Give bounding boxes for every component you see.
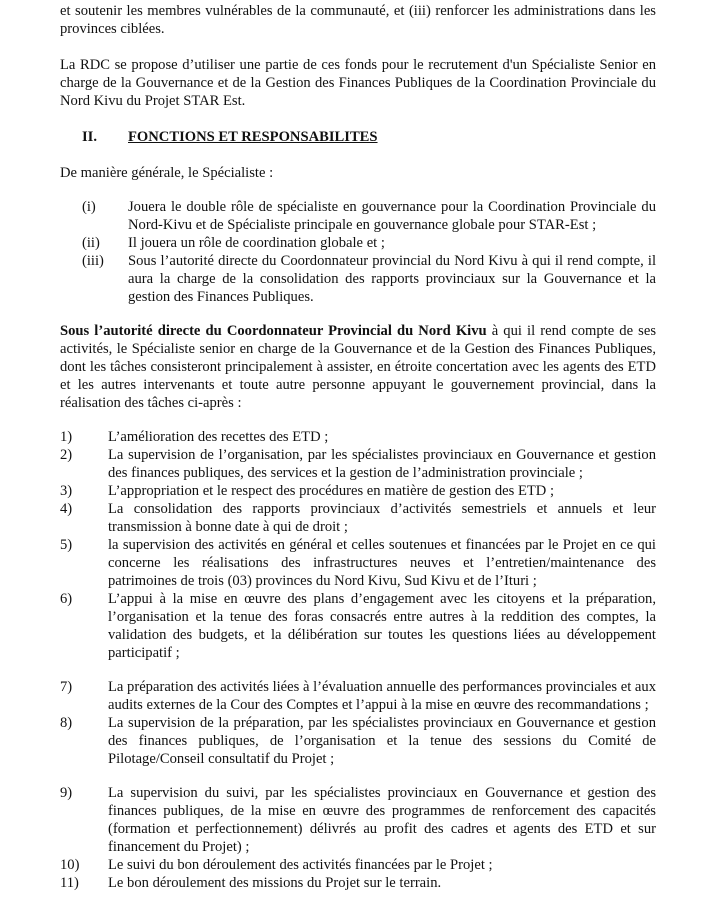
list-item-text: L’amélioration des recettes des ETD ; — [108, 429, 329, 445]
list-item-text: la supervision des activités en général et celles soutenues et financées par le Projet en ce qui concerne les réalisations des infrastructures neuves et l’entretien/maintenance des patrimoines de trois (03) provinces du Nord Kivu, Sud Kivu et de l’Ituri ; — [108, 537, 656, 589]
list-item-text: Jouera le double rôle de spécialiste en gouvernance pour la Coordination Provinciale du Nord-Kivu et de Spécialiste principale en gouvernance globale pour STAR-Est ; — [128, 199, 656, 233]
roman-list — [60, 198, 656, 306]
list-marker: (i) — [82, 199, 96, 215]
list-item-text: L’appropriation et le respect des procédures en matière de gestion des ETD ; — [108, 483, 555, 499]
list-marker: 3) — [60, 483, 73, 499]
authority-text: à qui il rend compte de ses activités, le Spécialiste senior en charge de la Gouvernance et de la Gestion des Finances Publiques, dont les tâches consisteront principalement à assister, en étroite concertation avec les agents des ETD et les autres intervenants et toute autre personne appuyant le gouvernement provincial, dans la réalisation des tâches ci-après : — [60, 323, 656, 411]
list-item-text: Le bon déroulement des missions du Projet sur le terrain. — [108, 875, 442, 891]
list-item-text: La supervision du suivi, par les spécialistes provinciaux en Gouvernance et gestion des finances publiques, de la mise en œuvre des programmes de renforcement des capacités (formation et perfectionnement) délivrés au profit des cadres et agents des ETD et sur financement du Projet) ; — [108, 785, 656, 855]
list-item-text: La préparation des activités liées à l’évaluation annuelle des performances provinciales et aux audits externes de la Cour des Comptes et l’appui à la mise en œuvre des recommandations ; — [108, 679, 656, 713]
lead-sentence: De manière générale, le Spécialiste : — [60, 165, 274, 181]
list-marker: 7) — [60, 679, 73, 695]
list-marker: (iii) — [82, 253, 104, 269]
list-item — [60, 784, 656, 856]
list-item-text: La supervision de la préparation, par les spécialistes provinciaux en Gouvernance et gestion des finances publiques, de l’organisation et la tenue des sessions du Comité de Pilotage/Conseil consultatif du Projet ; — [108, 715, 656, 767]
list-item-text: La supervision de l’organisation, par les spécialistes provinciaux en Gouvernance et gestion des finances publiques, des services et la gestion de l’administration provinciale ; — [108, 447, 656, 481]
list-marker: 5) — [60, 537, 73, 553]
list-item — [60, 198, 656, 234]
list-marker: 9) — [60, 785, 73, 801]
list-marker: (ii) — [82, 235, 100, 251]
section-title: FONCTIONS ET RESPONSABILITES — [128, 129, 378, 145]
list-marker: 6) — [60, 591, 73, 607]
list-marker: 2) — [60, 447, 73, 463]
list-item — [60, 678, 656, 714]
list-item-text: L’appui à la mise en œuvre des plans d’engagement avec les citoyens et la préparation, l’organisation et la tenue des foras consacrés entre autres à la reddition des comptes, la validation des budgets, et la délibération sur toutes les questions liées au développement participatif ; — [108, 591, 656, 661]
list-item — [60, 536, 656, 590]
list-marker: 4) — [60, 501, 73, 517]
list-item — [60, 252, 656, 306]
authority-bold-text: Sous l’autorité directe du Coordonnateur Provincial du Nord Kivu — [60, 323, 487, 339]
list-item — [60, 500, 656, 536]
section-heading — [60, 128, 656, 146]
list-item-text: Le suivi du bon déroulement des activités financées par le Projet ; — [108, 857, 493, 873]
list-item — [60, 714, 656, 768]
list-marker: 8) — [60, 715, 73, 731]
list-item — [60, 234, 656, 252]
list-item — [60, 446, 656, 482]
authority-paragraph — [60, 322, 656, 412]
tasks-list — [60, 428, 656, 892]
list-item — [60, 482, 656, 500]
list-item-text: La consolidation des rapports provinciaux d’activités semestriels et annuels et leur transmission à bonne date à qui de droit ; — [108, 501, 656, 535]
list-item — [60, 428, 656, 446]
list-item-text: Sous l’autorité directe du Coordonnateur provincial du Nord Kivu à qui il rend compte, il aura la charge de la consolidation des rapports provinciaux sur la Gouvernance et la gestion des Finances Publiques. — [128, 253, 656, 305]
list-item-text: Il jouera un rôle de coordination globale et ; — [128, 235, 385, 251]
list-item — [60, 856, 656, 874]
list-marker: 1) — [60, 429, 73, 445]
list-item — [60, 874, 656, 892]
list-marker: 10) — [60, 857, 80, 873]
section-number: II. — [82, 129, 98, 145]
recruitment-paragraph: La RDC se propose d’utiliser une partie de ces fonds pour le recrutement d'un Spécialiste Senior en charge de la Gouvernance et de la Gestion des Finances Publiques de la Coordination Provinciale du Nord Kivu du Projet STAR Est. — [60, 57, 656, 109]
intro-continuation-paragraph: et soutenir les membres vulnérables de la communauté, et (iii) renforcer les administrations dans les provinces ciblées. — [60, 3, 656, 37]
list-marker: 11) — [60, 875, 79, 891]
list-item — [60, 590, 656, 662]
